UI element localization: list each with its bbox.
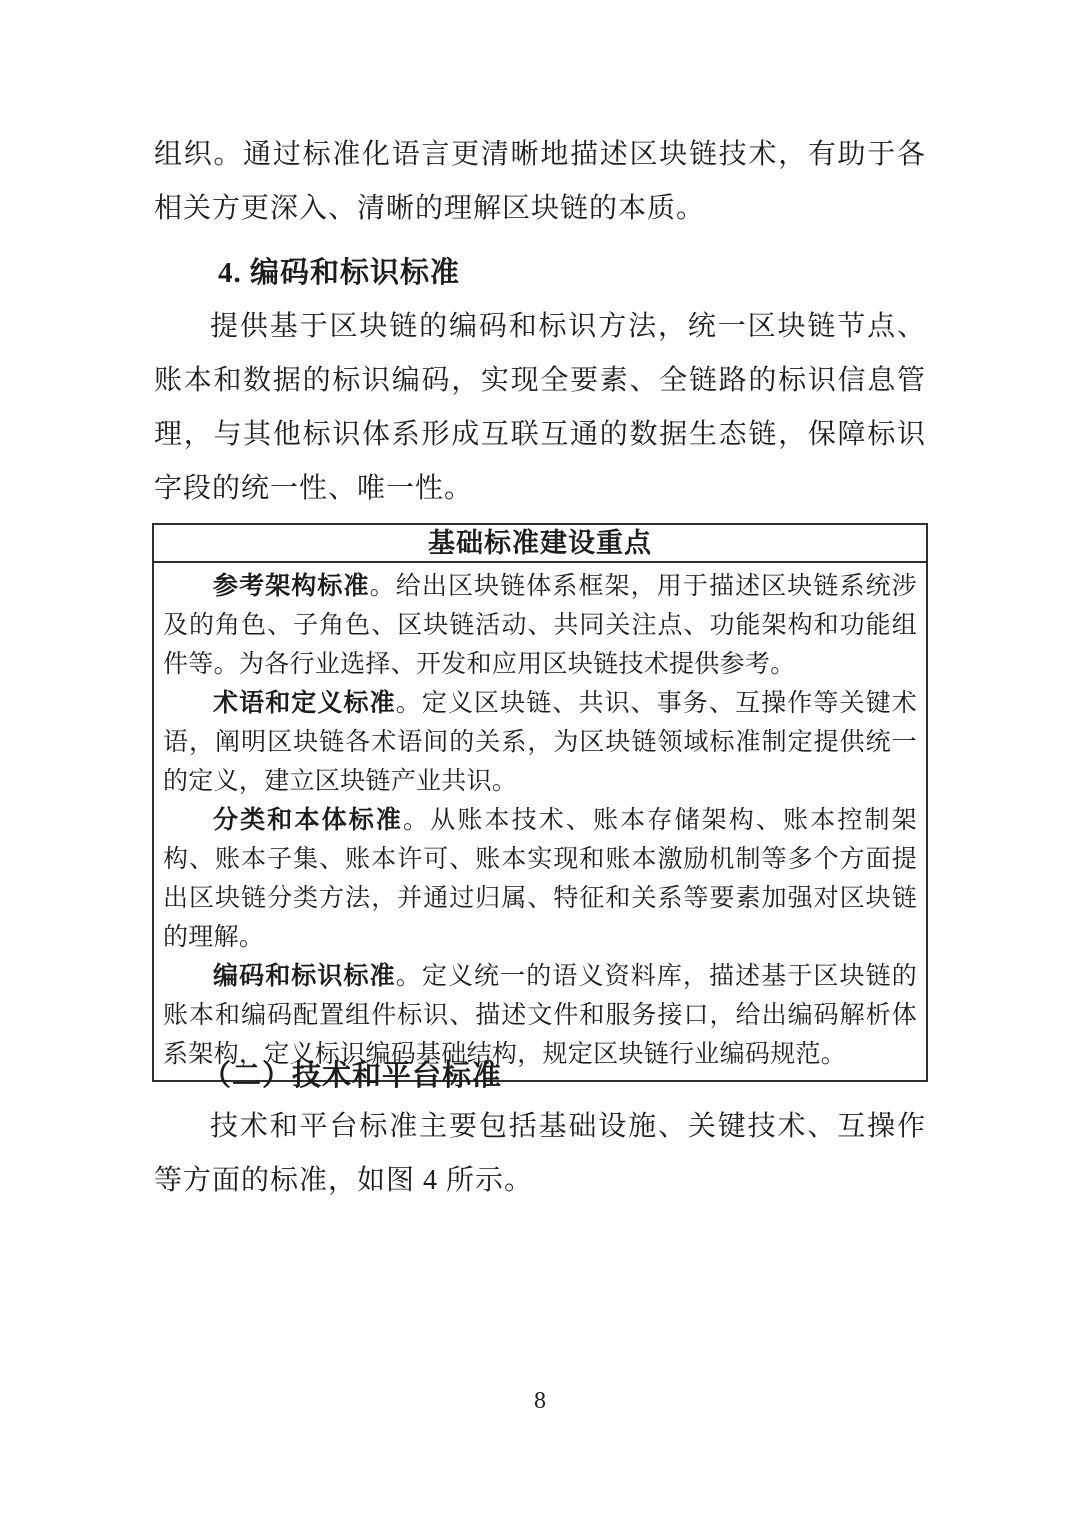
section-4-paragraph: 提供基于区块链的编码和标识方法，统一区块链节点、账本和数据的标识编码，实现全要素、全链路的标识信息管理，与其他标识体系形成互联互通的数据生态链，保障标识字段的统一性、唯一性。 [154, 311, 926, 504]
box-item-term: 参考架构标准 [213, 573, 370, 600]
box-item-desc: 定义区块链、共识、事务、互操作等关键术语，阐明区块链各术语间的关系，为区块链领域标准制定提供统一的定义，建立区块链产业共识。 [163, 690, 917, 795]
box-item-desc: 从账本技术、账本存储架构、账本控制架构、账本子集、账本许可、账本实现和账本激励机制等多个方面提出区块链分类方法，并通过归属、特征和关系等要素加强对区块链的理解。 [163, 807, 917, 951]
section-2-paragraph: 技术和平台标准主要包括基础设施、关键技术、互操作等方面的标准，如图 4 所示。 [154, 1111, 926, 1196]
box-item-desc: 定义统一的语义资料库，描述基于区块链的账本和编码配置组件标识、描述文件和服务接口，给出编码解析体系架构，定义标识编码基础结构，规定区块链行业编码规范。 [163, 963, 917, 1068]
box-item-separator: 。 [369, 573, 396, 600]
box-item-separator: 。 [395, 963, 422, 990]
box-item-classification-ontology [163, 801, 917, 957]
section-4-heading: 4. 编码和标识标准 [218, 257, 461, 289]
box-item-desc: 给出区块链体系框架，用于描述区块链系统涉及的角色、子角色、区块链活动、共同关注点、功能架构和功能组件等。为各行业选择、开发和应用区块链技术提供参考。 [163, 573, 917, 678]
box-item-separator: 。 [395, 690, 422, 717]
box-item-terms-definitions [163, 684, 917, 801]
page-number: 8 [534, 1388, 546, 1414]
box-item-term: 术语和定义标准 [213, 690, 396, 717]
key-points-box-title: 基础标准建设重点 [154, 525, 926, 563]
key-points-box [152, 523, 928, 1082]
key-points-box-body [154, 563, 926, 1080]
box-item-term: 编码和标识标准 [213, 963, 396, 990]
section-2-heading: （二）技术和平台标准 [202, 1060, 503, 1092]
box-item-reference-architecture [163, 567, 917, 684]
box-item-term: 分类和本体标准 [213, 807, 404, 834]
intro-paragraph: 组织。通过标准化语言更清晰地描述区块链技术，有助于各相关方更深入、清晰的理解区块链的本质。 [154, 139, 926, 224]
box-item-separator: 。 [403, 807, 431, 834]
